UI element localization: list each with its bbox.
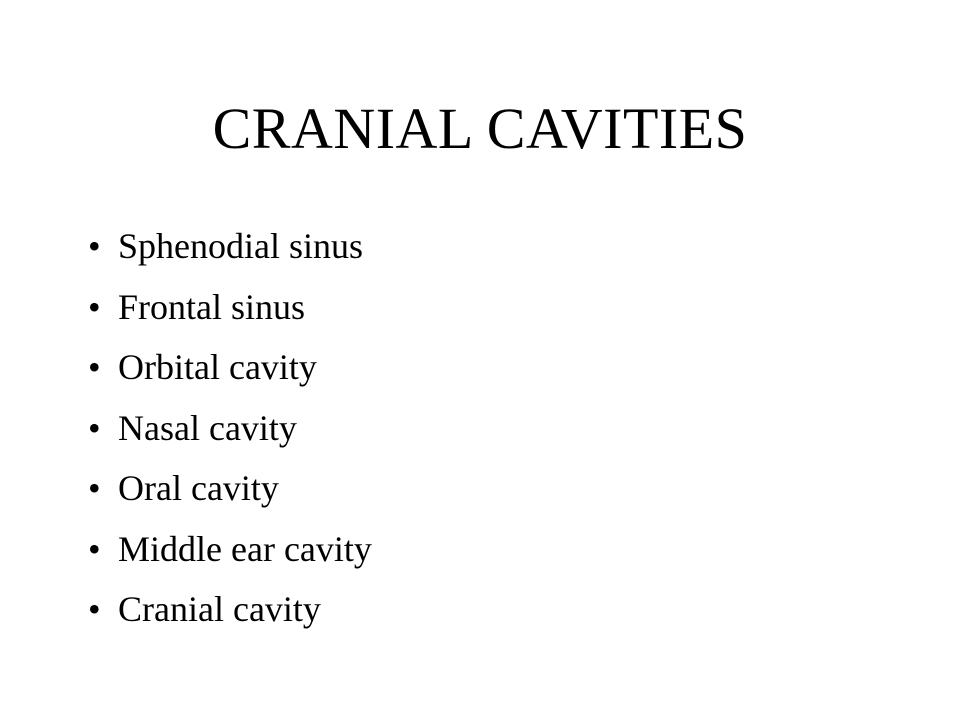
bullet-icon: •	[88, 468, 101, 508]
list-item	[88, 216, 372, 277]
list-item-label: Orbital cavity	[118, 347, 317, 387]
list-item-label: Sphenodial sinus	[118, 226, 364, 266]
slide-title: CRANIAL CAVITIES	[212, 96, 748, 161]
bullet-icon: •	[88, 347, 101, 387]
list-item	[88, 398, 372, 459]
bullet-list	[88, 216, 372, 640]
bullet-icon: •	[88, 226, 101, 266]
list-item-label: Nasal cavity	[118, 407, 297, 448]
bullet-icon: •	[88, 589, 101, 629]
bullet-icon: •	[88, 528, 101, 569]
list-item-label: Middle ear cavity	[118, 528, 372, 569]
list-item	[88, 519, 372, 580]
list-item	[88, 579, 372, 640]
bullet-icon: •	[88, 407, 101, 448]
list-item	[88, 458, 372, 519]
list-item-label: Oral cavity	[118, 468, 279, 508]
list-item	[88, 277, 372, 338]
list-item-label: Cranial cavity	[118, 589, 321, 629]
bullet-icon: •	[88, 286, 101, 327]
list-item	[88, 337, 372, 398]
list-item-label: Frontal sinus	[118, 286, 306, 327]
